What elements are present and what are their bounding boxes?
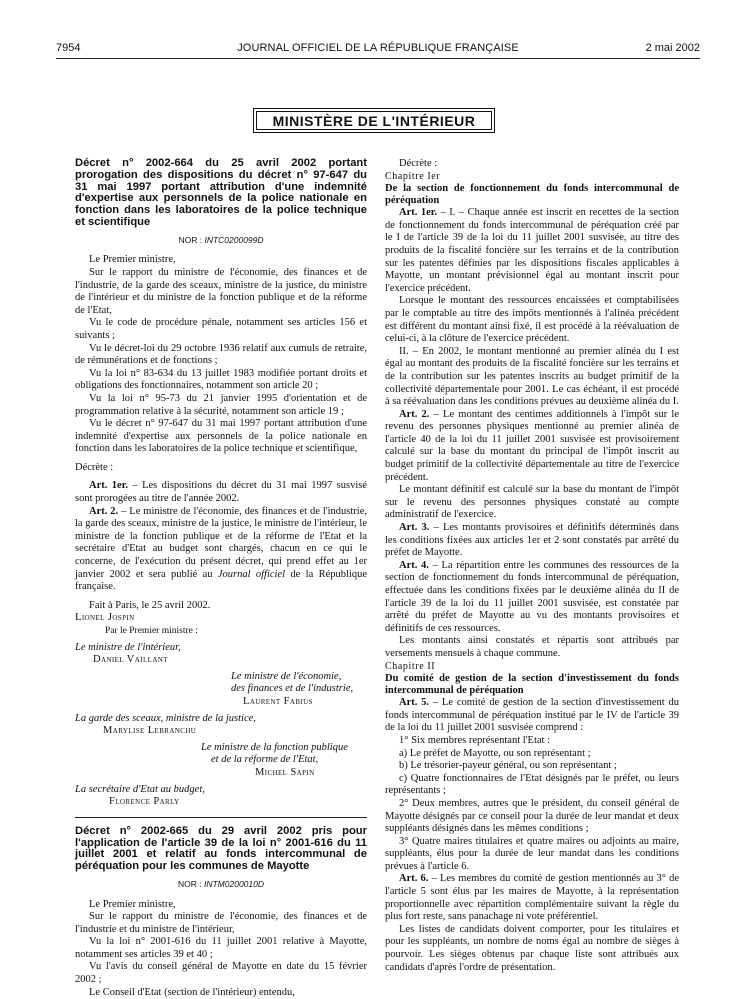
- decree1-nor-label: NOR :: [178, 234, 203, 245]
- article-text: de la République française.: [75, 568, 367, 593]
- signature-role: La garde des sceaux, ministre de la justice,: [75, 712, 256, 724]
- article-paragraph: Les montants ainsi constatés et répartis sont attribués par versements mensuels à chaque commune.: [385, 635, 679, 659]
- article-text: – Le comité de gestion de la section d'investissement du fonds intercommunal de péréquation institué par le IV de l'article 39 de la loi du 11 juillet 2001 susvisée comprend :: [385, 697, 679, 734]
- decree2-decrete: Décrète :: [399, 158, 438, 169]
- right-column: [385, 158, 679, 974]
- decree2-nor-label: NOR :: [177, 878, 202, 889]
- article-paragraph: Les listes de candidats doivent comporter, pour les titulaires et pour les suppléants, un nombre de noms égal au nombre de sièges à pourvoir. Les sièges obtenus par chaque liste sont attribués aux candidats d'après l'ordre de présentation.: [385, 923, 679, 973]
- signature-role: Le ministre de l'intérieur,: [75, 641, 181, 653]
- decree1-visa: Vu le décret-loi du 29 octobre 1936 relatif aux cumuls de retraite, de rémunérations et de fonctions ;: [75, 342, 367, 367]
- header-rule: [56, 58, 700, 59]
- signature-name: Daniel Vaillant: [93, 654, 168, 666]
- ministry-title: MINISTÈRE DE L'INTÉRIEUR: [256, 111, 492, 130]
- signature-name: Laurent Fabius: [243, 695, 313, 707]
- article-text: – I. – Chaque année est inscrit en recettes de la section de fonctionnement du fonds intercommunal de péréquation créé par le I de l'article 39 de la loi du 11 juillet 2001 susvisée, au titre des produits de la fiscalité foncière sur les terrains et de la contribution sur les patentes définies par les dispositions fiscales applicables à Mayotte, un montant prévisionnel égal au montant inscrit pour l'exercice précédent.: [385, 207, 679, 294]
- signature-role: Le ministre de l'économie,: [231, 670, 342, 682]
- signature-role: Le ministre de la fonction publique: [201, 741, 348, 753]
- ministry-box: [253, 108, 495, 133]
- decree2-visa: Vu la loi n° 2001-616 du 11 juillet 2001 relative à Mayotte, notamment ses articles 39 et 40 ;: [75, 936, 367, 960]
- decree2-visa: Sur le rapport du ministre de l'économie, des finances et de l'industrie et du ministre de l'intérieur,: [75, 911, 367, 935]
- decree1-visa: Sur le rapport du ministre de l'économie, des finances et de l'industrie, de la garde des sceaux, ministre de la justice, du ministre de l'intérieur et du ministre de la fonction publique et de la réforme de l'Etat,: [75, 266, 367, 316]
- decree1-visa: Vu la loi n° 95-73 du 21 janvier 1995 d'orientation et de programmation relative à la sécurité, notamment son article 19 ;: [75, 392, 367, 417]
- signature-name: Michel Sapin: [255, 766, 315, 778]
- signature-name: Marylise Lebranchu: [103, 725, 197, 737]
- decree2-nor-code: INTM0200010D: [203, 878, 264, 889]
- decree2-visa: Vu l'avis du conseil général de Mayotte en date du 15 février 2002 ;: [75, 961, 367, 986]
- journal-officiel-ref: Journal officiel: [217, 568, 286, 580]
- decree1-intro: Le Premier ministre,: [89, 254, 176, 266]
- decree1-visa: Vu le décret n° 97-647 du 31 mai 1997 portant attribution d'une indemnité d'expertise aux personnels de la police nationale en fonction dans les laboratoires de la police technique et scientifique,: [75, 418, 367, 455]
- article-label: Art. 3.: [399, 522, 430, 534]
- article-paragraph: Le montant définitif est calculé sur la base du montant de l'impôt sur le revenu des personnes physiques constaté au compte administratif de l'exercice.: [385, 484, 679, 521]
- list-item: b) Le trésorier-payeur général, ou son représentant ;: [399, 760, 617, 772]
- article-text: – Les montants provisoires et définitifs déterminés dans les conditions fixées aux articles 1er et 2 sont constatés par arrêté du préfet de Mayotte.: [385, 522, 679, 559]
- list-item: 2° Deux membres, autres que le président, du conseil général de Mayotte désignés par ce conseil pour la durée de leur mandat et deux suppléants désignés dans les mêmes conditions ;: [385, 797, 679, 835]
- list-item: 1° Six membres représentant l'Etat :: [399, 734, 551, 746]
- left-column: [75, 158, 367, 999]
- article-label: Art. 1er.: [399, 207, 438, 219]
- page-number: 7954: [56, 42, 81, 54]
- decree2-title: Décret n° 2002-665 du 29 avril 2002 pris pour l'application de l'article 39 de la loi n° 2001-616 du 11 juillet 2001 et relatif au fonds intercommunal de péréquation pour les communes de Mayotte: [75, 824, 367, 873]
- article-label: Art. 1er.: [89, 480, 129, 492]
- article-label: Art. 5.: [399, 697, 430, 709]
- decree2-article-1: [385, 207, 679, 295]
- article-label: Art. 2.: [399, 408, 430, 420]
- article-text: – Les membres du comité de gestion mentionnés au 3° de l'article 5 sont élus par les maires de Mayotte, à la représentation proportionnelle avec répartition complémentaire suivant la règle du plus fort reste, sans panachage ni vote préférentiel.: [385, 873, 679, 923]
- journal-title: JOURNAL OFFICIEL DE LA RÉPUBLIQUE FRANÇAISE: [237, 42, 519, 54]
- signature-role: des finances et de l'industrie,: [231, 683, 354, 695]
- signature-role: et de la réforme de l'Etat,: [211, 754, 319, 766]
- list-item: c) Quatre fonctionnaires de l'Etat désignés par le préfet, ou leurs représentants ;: [385, 772, 679, 797]
- decree2-article-5: [385, 697, 679, 735]
- decree1-nor-code: INTC0200099D: [204, 234, 264, 245]
- decree1-nor: [75, 234, 367, 247]
- article-paragraph: II. – En 2002, le montant mentionné au premier alinéa du I est égal au montant des produits de la fiscalité foncière sur les terrains et de la contribution sur les patentes inscrits au budget primitif de la collectivité départementale pour 2001. Le cas échéant, il est procédé à sa réévaluation dans les conditions prévues au deuxième alinéa du I.: [385, 345, 679, 408]
- decree1-article-2: [75, 506, 367, 594]
- article-text: – La répartition entre les communes des ressources de la section de fonctionnement du fonds intercommunal de péréquation, effectuée dans les conditions fixées par le deuxième alinéa du II de l'article 39 de la loi du 11 juillet 2001 susvisée, est constatée par arrêté du préfet de Mayotte au vu des montants provisoires et définitifs de ces ressources.: [385, 559, 679, 634]
- signature-name: Florence Parly: [109, 796, 180, 808]
- decree2-nor: [75, 878, 367, 891]
- decree2-intro: Le Premier ministre,: [89, 898, 176, 910]
- decree1-article-1: [75, 480, 367, 505]
- decree2-article-6: [385, 873, 679, 923]
- article-label: Art. 4.: [399, 559, 429, 571]
- article-paragraph: Lorsque le montant des ressources encaissées et comptabilisées par le comptable au titre des impôts mentionnés à l'alinéa précédent est différent du montant ainsi fixé, il est procédé à la réévaluation de celui-ci, à la clôture de l'exercice précédent.: [385, 295, 679, 345]
- chapter-1-title: De la section de fonctionnement du fonds intercommunal de péréquation: [385, 183, 679, 207]
- decree-separator: [75, 817, 367, 818]
- decree1-visa: Vu le code de procédure pénale, notamment ses articles 156 et suivants ;: [75, 317, 367, 341]
- chapter-2-label: Chapitre II: [385, 660, 436, 672]
- decree1-decrete: Décrète :: [75, 461, 114, 473]
- signature-role: La secrétaire d'Etat au budget,: [75, 783, 205, 795]
- article-text: – Les dispositions du décret du 31 mai 1997 susvisé sont prorogées au titre de l'année 2002.: [75, 480, 367, 505]
- by-prime-minister: Par le Premier ministre :: [105, 626, 198, 636]
- article-label: Art. 2.: [89, 505, 119, 517]
- decree2-visa: Le Conseil d'Etat (section de l'intérieur) entendu,: [89, 986, 295, 998]
- decree2-article-3: [385, 522, 679, 560]
- article-label: Art. 6.: [399, 873, 429, 885]
- issue-date: 2 mai 2002: [645, 42, 700, 54]
- chapter-1-label: Chapitre Ier: [385, 170, 441, 182]
- decree1-done-at: Fait à Paris, le 25 avril 2002.: [89, 599, 211, 611]
- chapter-2-title: Du comité de gestion de la section d'investissement du fonds intercommunal de péréquation: [385, 673, 679, 697]
- list-item: 3° Quatre maires titulaires et quatre maires ou adjoints au maire, suppléants, élus pour la durée de leur mandat dans les conditions prévues à l'article 6.: [385, 835, 679, 872]
- article-text: – Le ministre de l'économie, des finances et de l'industrie, la garde des sceaux, ministre de la justice, le ministre de l'intérieur, le ministre de la fonction publique et de la réforme de l'Etat et la secrétaire d'Etat au budget sont chargés, chacun en ce qui le concerne, de l'exécution du présent décret, qui prend effet au 1er janvier 2002 et sera publié au: [75, 505, 367, 580]
- decree2-article-4: [385, 560, 679, 636]
- list-item: a) Le préfet de Mayotte, ou son représentant ;: [399, 747, 591, 759]
- signer-name: Lionel Jospin: [75, 612, 135, 624]
- decree1-visa: Vu la loi n° 83-634 du 13 juillet 1983 modifiée portant droits et obligations des fonctionnaires, notamment son article 20 ;: [75, 367, 367, 392]
- decree2-article-2: [385, 409, 679, 485]
- decree1-title: Décret n° 2002-664 du 25 avril 2002 portant prorogation des dispositions du décret n° 97-647 du 31 mai 1997 portant attribution d'une indemnité d'expertise aux personnels de la police nationale en fonction dans les laboratoires de la police technique et scientifique: [75, 157, 367, 228]
- article-text: – Le montant des centimes additionnels à l'impôt sur le revenu des personnes physiques mentionné au premier alinéa de l'article 40 de la loi du 11 juillet 2001 susvisée est provisoirement calculé sur la base du montant du principal de l'impôt inscrit au budget primitif de la collectivité départementale au titre de l'exercice précédent.: [385, 408, 679, 483]
